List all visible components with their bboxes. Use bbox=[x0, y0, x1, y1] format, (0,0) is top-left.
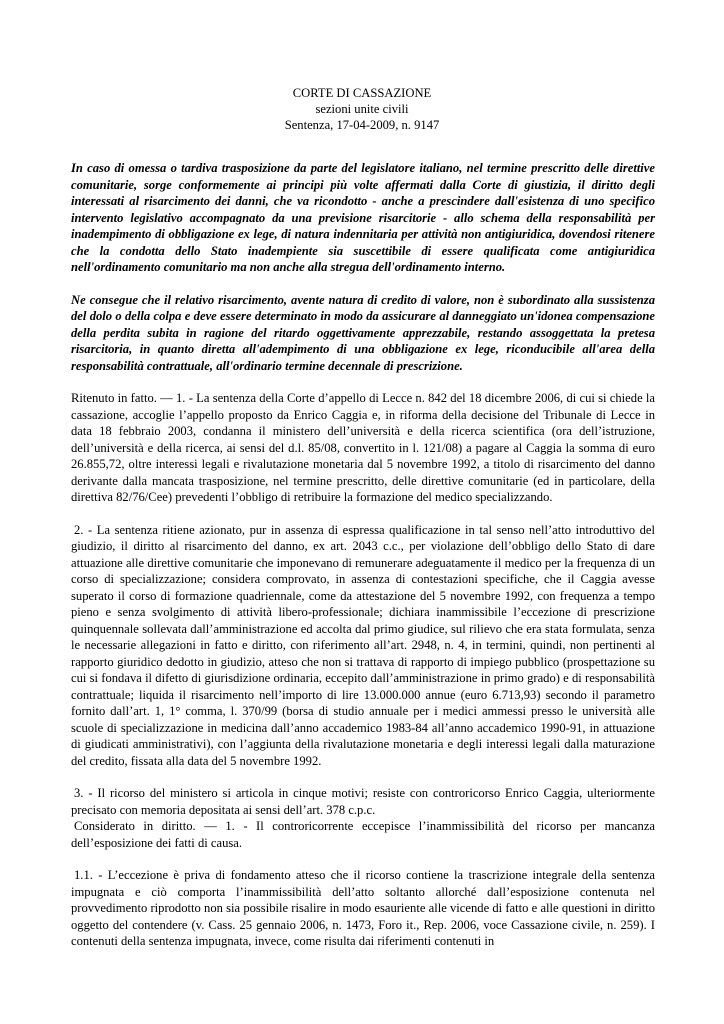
body-paragraph: 2. - La sentenza ritiene azionato, pur in assenza di espressa qualificazione in tal senso nell’atto introduttivo del giudizio, il diritto al risarcimento del danno, ex art. 2043 c.c., per violazione dell’obbligo dello Stato di dare attuazione alle direttive comunitarie che imponevano di remunerare adeguatamente il medico per la frequenza di un corso di specializzazione; considera comprovato, in assenza di contestazioni specifiche, che il Caggia avesse superato il corso di formazione quadriennale, come da attestazione del 5 novembre 1992, con frequenza a tempo pieno e senza svolgimento di attività libero-professionale; dichiara inammissibile l’eccezione di prescrizione quinquennale sollevata dall’amministrazione ed accolta dal primo giudice, sul rilievo che era stata formulata, senza le necessarie allegazioni in fatto e diritto, con riferimento all’art. 2948, n. 4, in termini, quindi, non pertinenti al rapporto giuridico dedotto in giudizio, atteso che non si trattava di rapporto di impiego pubblico (prospettazione su cui si fondava il difetto di giurisdizione ordinaria, eccepito dall’amministrazione in primo grado) e di responsabilità contrattuale; liquida il risarcimento nell’importo di lire 13.000.000 annue (euro 6.713,93) secondo il parametro fornito dall’art. 1, 1° comma, l. 370/99 (borsa di studio annuale per i medici ammessi presso le università alle scuole di specializzazione in medicina dall’anno accademico 1983-84 all’anno accademico 1990-91, in attuazione di giudicati amministrativi), con l’aggiunta della rivalutazione monetaria e degli interessi legali dalla maturazione del credito, fissata alla data del 5 novembre 1992. bbox=[71, 522, 655, 768]
sentence-reference: Sentenza, 17-04-2009, n. 9147 bbox=[284, 118, 440, 132]
document-body bbox=[71, 160, 655, 950]
document-header bbox=[0, 85, 724, 133]
body-paragraph: 3. - Il ricorso del ministero si articola in cinque motivi; resiste con controricorso Enrico Caggia, ulteriormente precisato con memoria depositata ai sensi dell’art. 378 c.p.c. bbox=[71, 786, 655, 817]
body-paragraph: Ritenuto in fatto. — 1. - La sentenza della Corte d’appello di Lecce n. 842 del 18 dicembre 2006, di cui si chiede la cassazione, accoglie l’appello proposto da Enrico Caggia e, in riforma della decisione del Tribunale di Lecce in data 18 febbraio 2003, condanna il ministero dell’università e della ricerca scientifica (ora dell’istruzione, dell’università e della ricerca, ai sensi del d.l. 85/08, convertito in l. 121/08) a pagare al Caggia la somma di euro 26.855,72, oltre interessi legali e rivalutazione monetaria dal 5 novembre 1992, a titolo di risarcimento del danno derivante dalla mancata trasposizione, nel termine prescritto, delle direttive comunitarie (ed in particolare, della direttiva 82/76/Cee) prevedenti l’obbligo di retribuire la formazione del medico specializzando. bbox=[71, 391, 655, 504]
summary-paragraph: Ne consegue che il relativo risarcimento, avente natura di credito di valore, non è subordinato alla sussistenza del dolo o della colpa e deve essere determinato in modo da assicurare al danneggiato un'idonea compensazione della perdita subita in ragione del ritardo oggettivamente apprezzabile, restando assoggettata la pretesa risarcitoria, in quanto diretta all'adempimento di una obbligazione ex lege, riconducibile all'area della responsabilità contrattuale, all'ordinario termine decennale di prescrizione. bbox=[71, 292, 655, 373]
court-name: CORTE DI CASSAZIONE bbox=[292, 86, 432, 100]
body-paragraph: 1.1. - L’eccezione è priva di fondamento atteso che il ricorso contiene la trascrizione integrale della sentenza impugnata e ciò comporta l’inammissibilità dell’atto soltanto allorché dall’esposizione contenuta nel provvedimento riprodotto non sia possibile risalire in modo esauriente alle vicende di fatto e alle questioni in diritto oggetto del contendere (v. Cass. 25 gennaio 2006, n. 1473, Foro it., Rep. 2006, voce Cassazione civile, n. 259). I contenuti della sentenza impugnata, invece, come risulta dai riferimenti contenuti in bbox=[71, 868, 655, 948]
summary-paragraph: In caso di omessa o tardiva trasposizione da parte del legislatore italiano, nel termine prescritto delle direttive comunitarie, sorge conformemente ai principi più volte affermati dalla Corte di giustizia, il diritto degli interessati al risarcimento dei danni, che va ricondotto - anche a prescindere dall'esistenza di uno specifico intervento legislativo accompagnato da una previsione risarcitorie - allo schema della responsabilità per inadempimento di obbligazione ex lege, di natura indennitaria per attività non antigiuridica, dovendosi ritenere che la condotta dello Stato inadempiente sia suscettibile di essere qualificata come antigiuridica nell'ordinamento comunitario ma non anche alla stregua dell'ordinamento interno. bbox=[71, 161, 655, 274]
court-section: sezioni unite civili bbox=[315, 102, 409, 116]
body-paragraph: Considerato in diritto. — 1. - Il controricorrente eccepisce l’inammissibilità del ricorso per mancanza dell’esposizione dei fatti di causa. bbox=[71, 819, 655, 850]
